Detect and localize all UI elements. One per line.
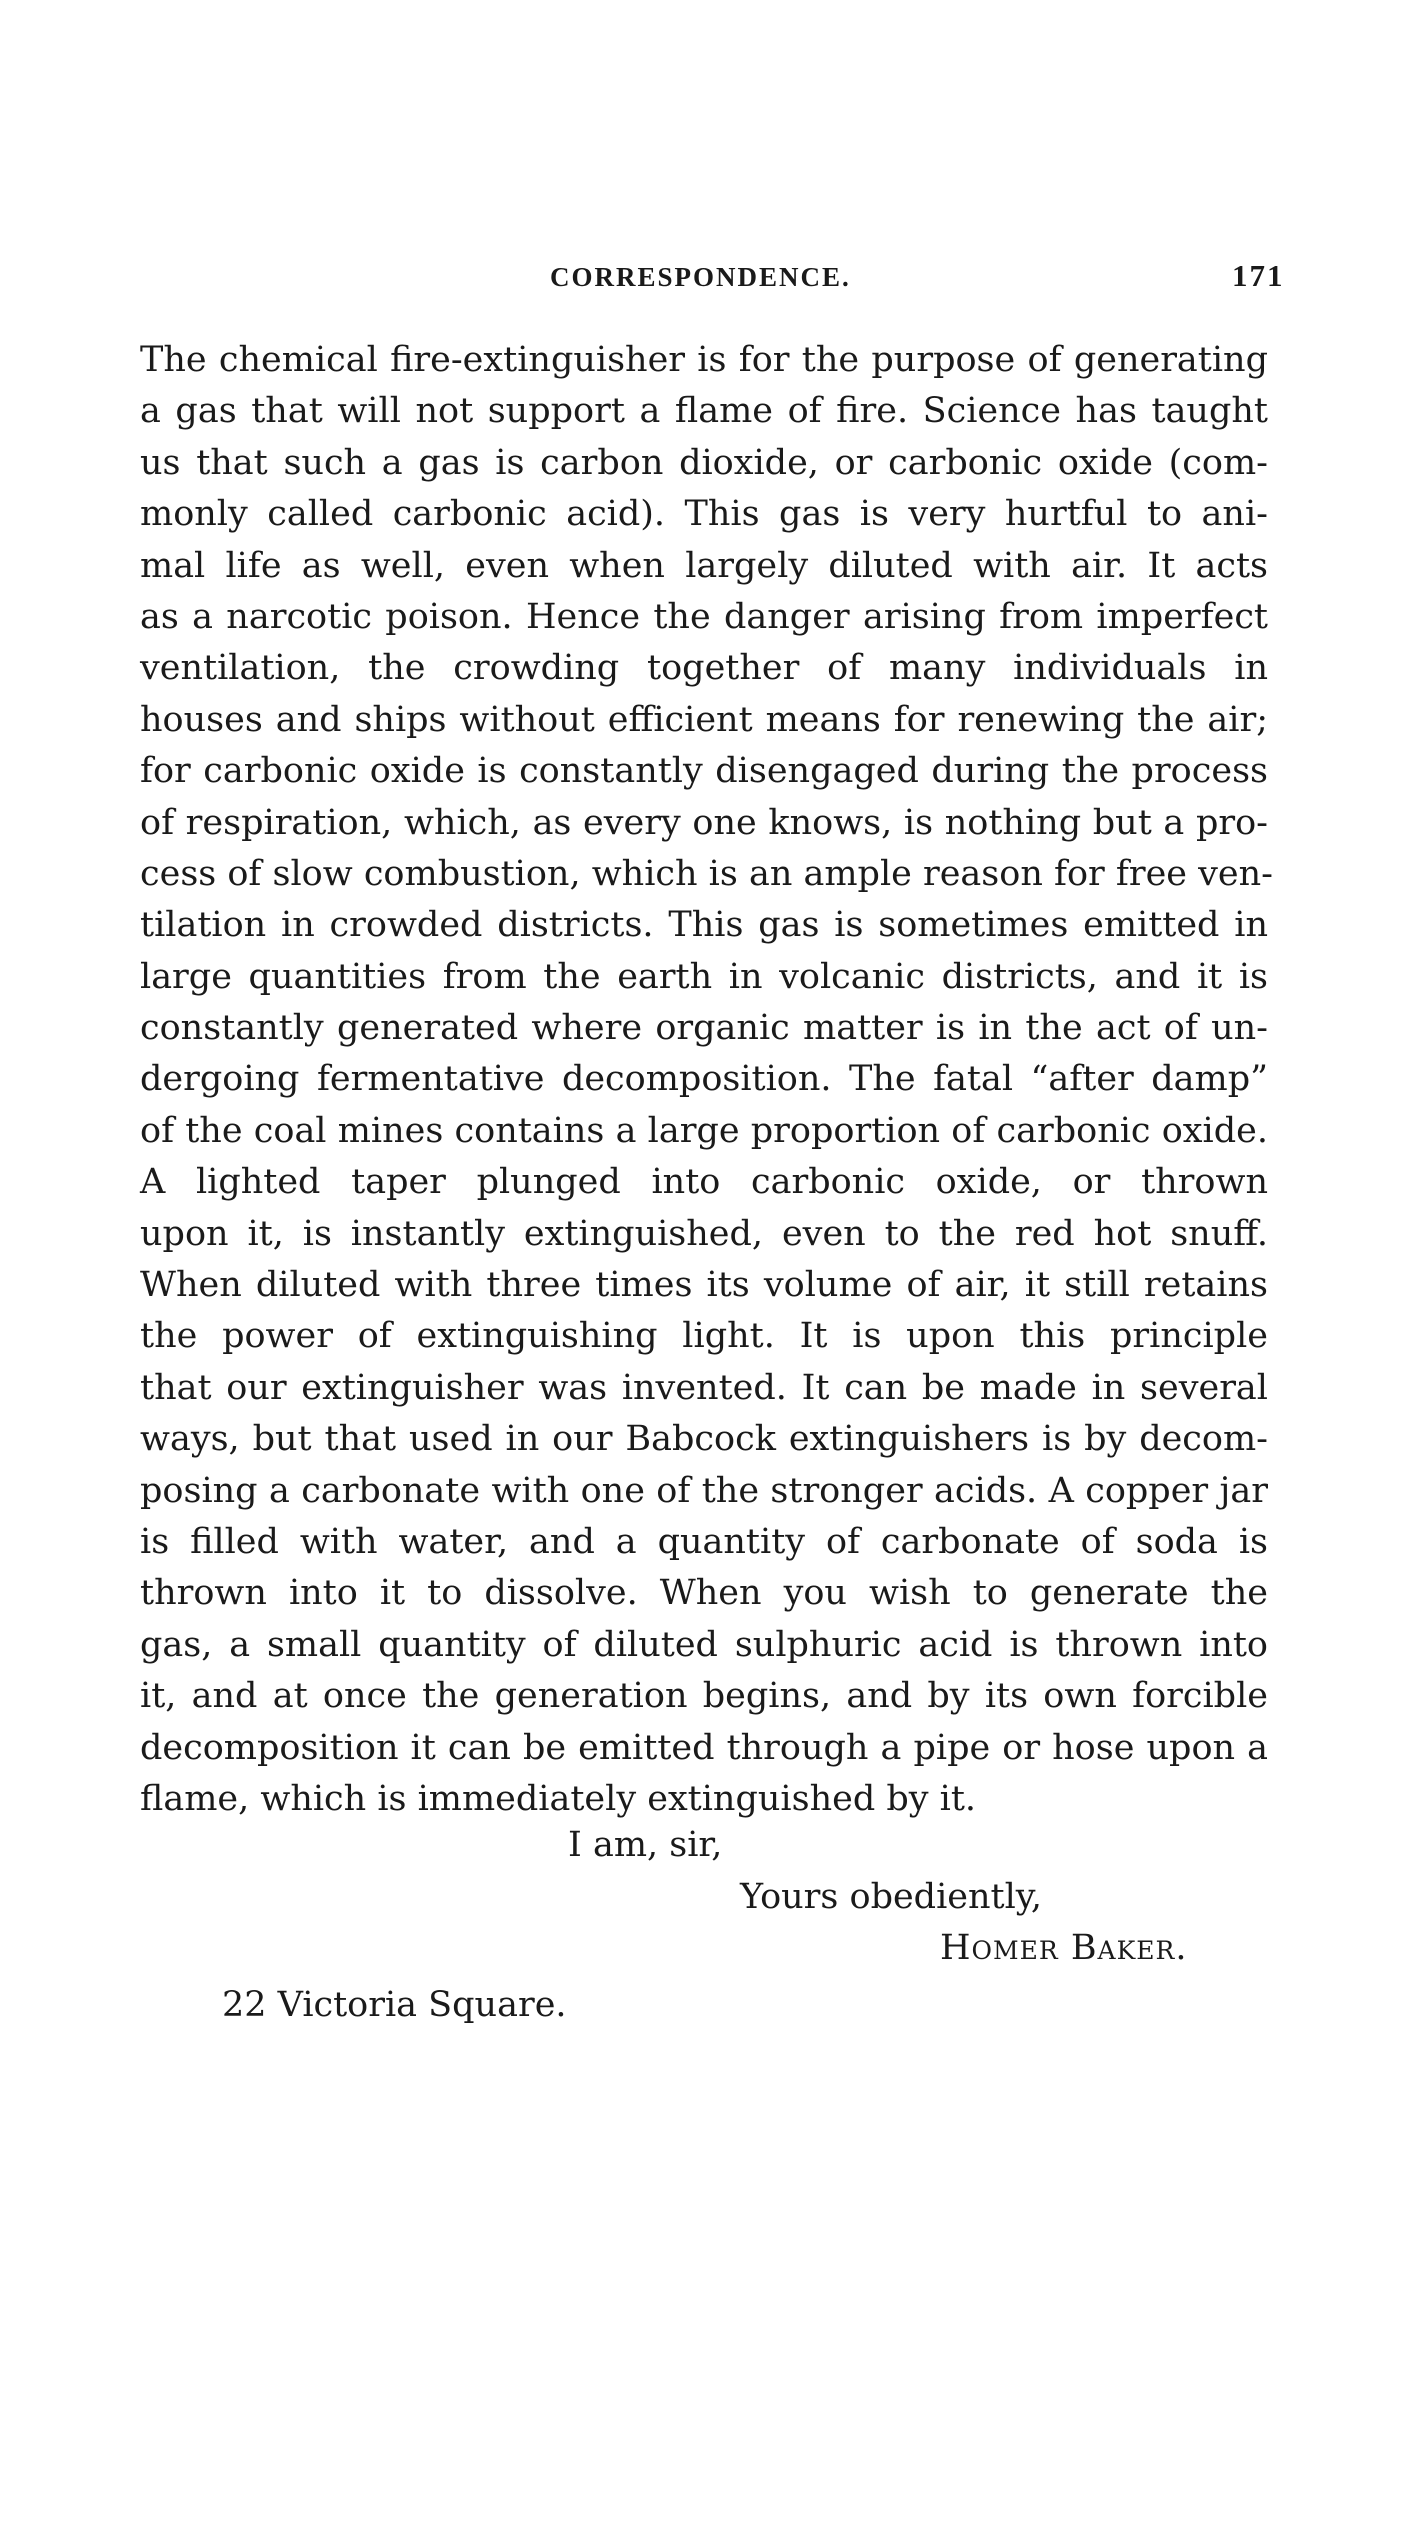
body-line: the power of extinguishing light. It is upon this principle xyxy=(140,1316,1268,1357)
body-line: for carbonic oxide is constantly disengaged during the process xyxy=(140,751,1268,792)
body-line: ways, but that used in our Babcock extinguishers is by decom- xyxy=(140,1419,1268,1460)
body-line: us that such a gas is carbon dioxide, or carbonic oxide (com- xyxy=(140,442,1268,483)
body-line: flame, which is immediately extinguished by it. xyxy=(140,1778,977,1819)
body-line: that our extinguisher was invented. It can be made in several xyxy=(140,1367,1268,1408)
running-head: CORRESPONDENCE. xyxy=(550,262,851,292)
page-number: 171 xyxy=(1232,258,1285,293)
body-line: constantly generated where organic matter is in the act of un- xyxy=(140,1008,1268,1049)
body-line: thrown into it to dissolve. When you wish to generate the xyxy=(140,1573,1268,1614)
body-line: The chemical fire-extinguisher is for the purpose of generating xyxy=(140,340,1268,380)
valediction: Yours obediently, xyxy=(740,1877,1043,1917)
signature: Homer Baker. xyxy=(940,1928,1188,1968)
body-line: of respiration, which, as every one knows, is nothing but a pro- xyxy=(140,802,1268,843)
body-line: is filled with water, and a quantity of carbonate of soda is xyxy=(140,1521,1268,1562)
body-line: upon it, is instantly extinguished, even to the red hot snuff. xyxy=(140,1213,1268,1254)
body-line: large quantities from the earth in volcanic districts, and it is xyxy=(140,956,1268,997)
body-line: gas, a small quantity of diluted sulphuric acid is thrown into xyxy=(140,1624,1268,1665)
body-line: decomposition it can be emitted through a pipe or hose upon a xyxy=(140,1727,1268,1768)
body-line: monly called carbonic acid). This gas is very hurtful to ani- xyxy=(140,494,1268,535)
sender-address: 22 Victoria Square. xyxy=(222,1985,567,2025)
body-line: ventilation, the crowding together of many individuals in xyxy=(140,648,1268,689)
body-line: dergoing fermentative decomposition. The fatal “after damp” xyxy=(140,1059,1268,1100)
body-line: cess of slow combustion, which is an ample reason for free ven- xyxy=(140,853,1273,894)
letter-body xyxy=(140,335,1273,1825)
body-line: as a narcotic poison. Hence the danger arising from imperfect xyxy=(140,596,1268,637)
body-line: tilation in crowded districts. This gas is sometimes emitted in xyxy=(140,905,1268,946)
body-line: a gas that will not support a flame of fire. Science has taught xyxy=(140,391,1268,432)
body-line: mal life as well, even when largely diluted with air. It acts xyxy=(140,545,1268,586)
body-line: posing a carbonate with one of the stronger acids. A copper jar xyxy=(140,1470,1268,1511)
salutation: I am, sir, xyxy=(568,1825,723,1865)
body-line: it, and at once the generation begins, and by its own forcible xyxy=(140,1676,1268,1717)
body-line: A lighted taper plunged into carbonic oxide, or thrown xyxy=(140,1162,1268,1203)
body-line: When diluted with three times its volume of air, it still retains xyxy=(140,1265,1268,1306)
body-line: houses and ships without efficient means for renewing the air; xyxy=(140,699,1268,740)
body-line: of the coal mines contains a large proportion of carbonic oxide. xyxy=(140,1110,1268,1151)
